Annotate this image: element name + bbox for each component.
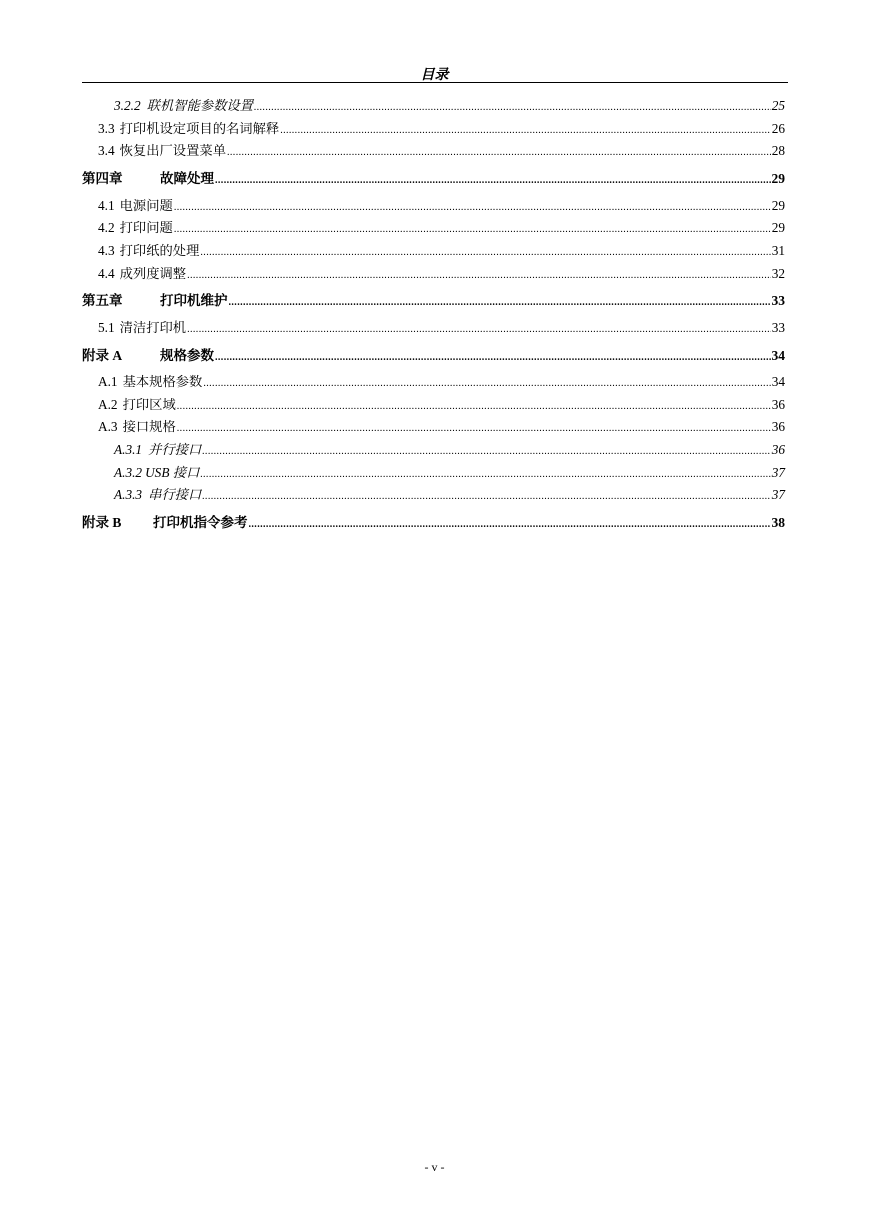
toc-leader-dots [200, 240, 770, 264]
toc-entry-number: A.1 [98, 374, 118, 389]
toc-entry-title: USB 接口 [145, 464, 200, 480]
toc-appendix-entry[interactable] [82, 340, 785, 372]
toc-entry-number: 4.3 [98, 242, 115, 258]
toc-entry-number: 3.2.2 [114, 98, 141, 113]
toc-entry-page: 29 [771, 171, 785, 187]
toc-entry-page: 28 [771, 143, 785, 159]
toc-entry-page: 33 [771, 293, 785, 309]
toc-entry-page: 33 [771, 319, 785, 335]
toc-entry[interactable] [82, 240, 785, 263]
toc-entry[interactable] [82, 195, 785, 218]
toc-entry-number: 4.2 [98, 220, 115, 236]
toc-entry-number: 3.3 [98, 120, 115, 136]
toc-entry-title: 联机智能参数设置 [146, 98, 253, 113]
toc-chapter-entry[interactable] [82, 285, 785, 317]
toc-entry[interactable] [82, 371, 785, 394]
table-of-contents [82, 95, 785, 539]
toc-entry-page: 34 [771, 347, 785, 363]
toc-chapter-number: 第四章 [82, 171, 123, 187]
toc-entry[interactable] [82, 416, 785, 439]
toc-entry-title: 串行接口 [148, 487, 202, 503]
toc-leader-dots [174, 217, 771, 241]
toc-entry-page: 36 [771, 419, 785, 435]
toc-entry-title: 电源问题 [119, 197, 173, 213]
toc-entry-page: 26 [771, 120, 785, 136]
toc-appendix-title: 打印机指令参考 [153, 515, 248, 531]
toc-leader-dots [187, 263, 771, 287]
toc-entry-number: 4.1 [98, 197, 115, 213]
page-number: - v - [424, 1160, 445, 1174]
toc-entry-page: 38 [771, 515, 785, 531]
toc-chapter-entry[interactable] [82, 163, 785, 195]
toc-entry[interactable] [82, 484, 785, 507]
toc-entry[interactable] [82, 217, 785, 240]
toc-entry-title: 打印机设定项目的名词解释 [119, 120, 280, 136]
toc-leader-dots [202, 439, 770, 463]
toc-entry[interactable] [82, 95, 785, 118]
toc-entry-page: 36 [771, 442, 785, 458]
toc-entry-number: A.3.2 [114, 464, 143, 480]
toc-leader-dots [215, 340, 771, 374]
toc-entry-title: 打印区域 [122, 396, 176, 412]
toc-leader-dots [203, 371, 770, 395]
toc-entry-page: 31 [771, 242, 785, 258]
toc-leader-dots [202, 484, 770, 508]
toc-leader-dots [177, 394, 771, 418]
toc-entry-page: 37 [771, 464, 785, 480]
toc-leader-dots [215, 163, 771, 197]
toc-entry-title: 清洁打印机 [119, 319, 187, 335]
toc-entry-number: A.3 [98, 419, 118, 435]
toc-entry[interactable] [82, 140, 785, 163]
toc-entry-title: 并行接口 [148, 442, 202, 458]
toc-leader-dots [187, 317, 771, 341]
toc-leader-dots [280, 118, 771, 142]
toc-entry-number: A.2 [98, 396, 118, 412]
toc-appendix-title: 规格参数 [160, 347, 214, 363]
toc-entry-number: 5.1 [98, 319, 115, 335]
toc-entry-number: A.3.1 [114, 442, 143, 458]
toc-leader-dots [229, 285, 771, 319]
toc-entry[interactable] [82, 118, 785, 141]
toc-entry-page: 32 [771, 265, 785, 281]
toc-leader-dots [254, 95, 771, 119]
toc-entry-page: 37 [771, 487, 785, 503]
toc-entry-title: 接口规格 [122, 419, 176, 435]
toc-entry-title: 打印纸的处理 [119, 242, 200, 258]
toc-entry-page: 29 [771, 197, 785, 213]
page-header-title: 目录 [420, 68, 449, 83]
toc-entry[interactable] [82, 462, 785, 485]
toc-appendix-entry[interactable] [82, 507, 785, 539]
toc-leader-dots [249, 507, 771, 541]
toc-entry[interactable] [82, 317, 785, 340]
toc-chapter-title: 打印机维护 [160, 293, 228, 309]
toc-entry-title: 成列度调整 [119, 265, 187, 281]
toc-entry-page: 34 [771, 374, 785, 389]
toc-entry[interactable] [82, 439, 785, 462]
toc-entry[interactable] [82, 263, 785, 286]
toc-chapter-number: 第五章 [82, 293, 123, 309]
toc-leader-dots [177, 416, 771, 440]
header-divider [82, 82, 788, 83]
toc-entry-number: 4.4 [98, 265, 115, 281]
toc-entry-page: 36 [771, 396, 785, 412]
toc-appendix-number: 附录 A [82, 347, 123, 363]
toc-appendix-number: 附录 B [82, 515, 122, 531]
toc-leader-dots [200, 462, 770, 486]
toc-entry-page: 25 [771, 98, 785, 113]
toc-entry-number: 3.4 [98, 143, 115, 159]
toc-entry-number: A.3.3 [114, 487, 143, 503]
toc-chapter-title: 故障处理 [160, 171, 214, 187]
toc-entry-title: 打印问题 [119, 220, 173, 236]
toc-entry-page: 29 [771, 220, 785, 236]
toc-leader-dots [227, 140, 771, 164]
toc-entry[interactable] [82, 394, 785, 417]
toc-leader-dots [174, 195, 771, 219]
toc-entry-title: 基本规格参数 [122, 374, 203, 389]
toc-entry-title: 恢复出厂设置菜单 [119, 143, 226, 159]
